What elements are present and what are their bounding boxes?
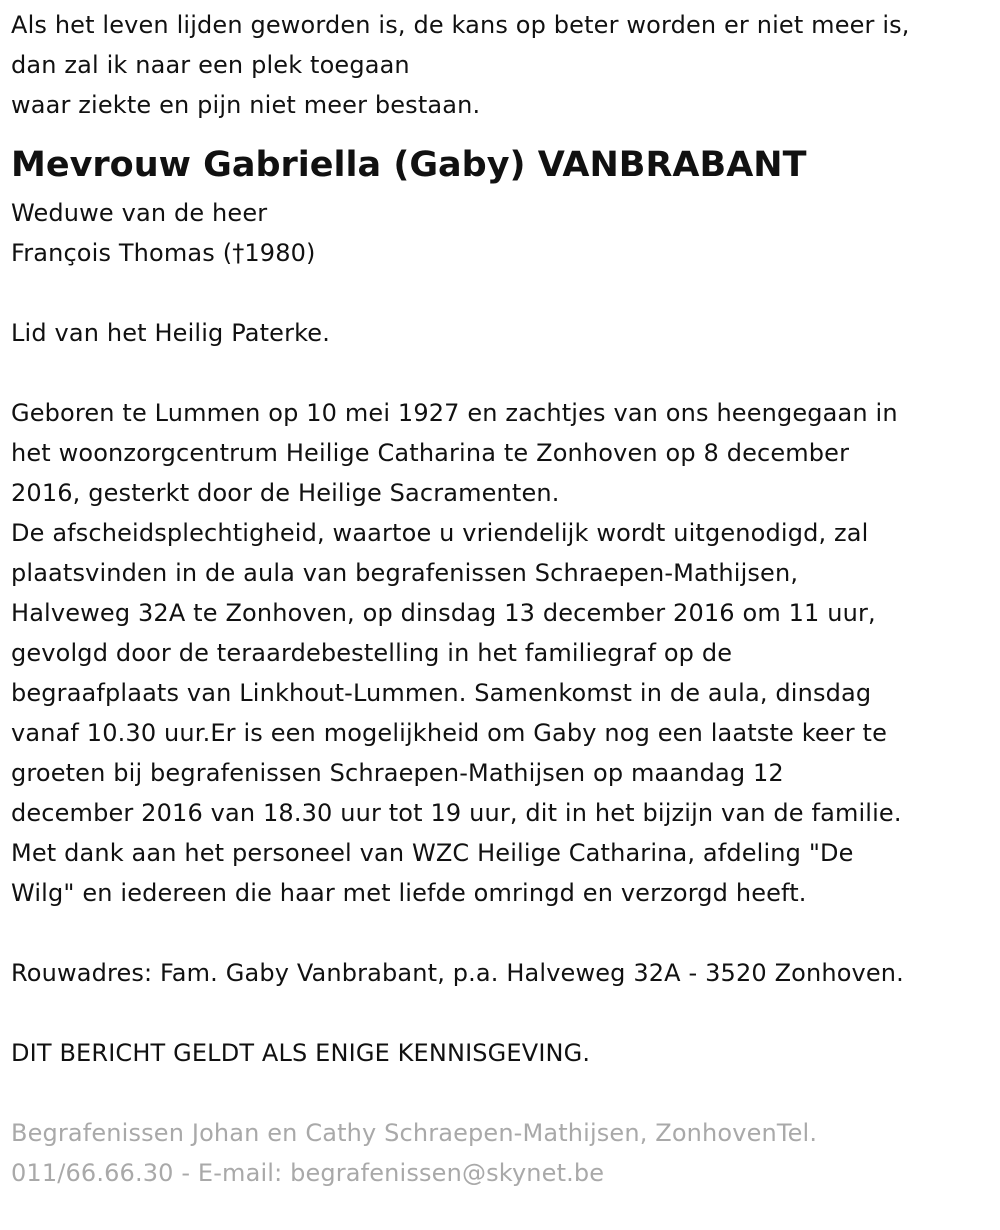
spacer (11, 993, 996, 1033)
poem (11, 5, 996, 125)
obituary-body (11, 393, 996, 913)
deceased-name: Mevrouw Gabriella (Gaby) VANBRABANT (11, 145, 807, 185)
body-line: gevolgd door de teraardebestelling in het familiegraf op de (11, 639, 733, 667)
spouse-info (11, 193, 996, 273)
body-line: begraafplaats van Linkhout-Lummen. Samenkomst in de aula, dinsdag (11, 679, 872, 707)
body-line: 2016, gesterkt door de Heilige Sacramenten. (11, 479, 560, 507)
body-line: groeten bij begrafenissen Schraepen-Mathijsen op maandag 12 (11, 759, 784, 787)
poem-line: Als het leven lijden geworden is, de kans op beter worden er niet meer is, (11, 11, 910, 39)
body-line: Wilg" en iedereen die haar met liefde omringd en verzorgd heeft. (11, 879, 807, 907)
spacer (11, 273, 996, 313)
body-line: het woonzorgcentrum Heilige Catharina te Zonhoven op 8 december (11, 439, 850, 467)
spacer (11, 913, 996, 953)
spouse-line: François Thomas (†1980) (11, 239, 316, 267)
body-line: plaatsvinden in de aula van begrafenissen Schraepen-Mathijsen, (11, 559, 799, 587)
spacer (11, 1073, 996, 1113)
spouse-line: Weduwe van de heer (11, 199, 268, 227)
footer-email-link[interactable]: begrafenissen@skynet.be (290, 1159, 605, 1187)
body-line: Halveweg 32A te Zonhoven, op dinsdag 13 december 2016 om 11 uur, (11, 599, 876, 627)
footer-line: Begrafenissen Johan en Cathy Schraepen-Mathijsen, ZonhovenTel. (11, 1119, 818, 1147)
body-line: vanaf 10.30 uur.Er is een mogelijkheid om Gaby nog een laatste keer te (11, 719, 887, 747)
poem-line: dan zal ik naar een plek toegaan (11, 51, 410, 79)
mourning-address: Rouwadres: Fam. Gaby Vanbrabant, p.a. Halveweg 32A - 3520 Zonhoven. (11, 959, 904, 987)
funeral-home-footer (11, 1113, 996, 1193)
notice-line: DIT BERICHT GELDT ALS ENIGE KENNISGEVING. (11, 1039, 591, 1067)
body-line: Geboren te Lummen op 10 mei 1927 en zachtjes van ons heengegaan in (11, 399, 898, 427)
membership-line: Lid van het Heilig Paterke. (11, 319, 330, 347)
body-line: De afscheidsplechtigheid, waartoe u vriendelijk wordt uitgenodigd, zal (11, 519, 869, 547)
obituary-notice (11, 5, 996, 1193)
footer-phone-text: 011/66.66.30 - E-mail: (11, 1159, 291, 1187)
footer-contact-line (11, 1153, 996, 1193)
poem-line: waar ziekte en pijn niet meer bestaan. (11, 91, 481, 119)
body-line: Met dank aan het personeel van WZC Heilige Catharina, afdeling "De (11, 839, 854, 867)
spacer (11, 353, 996, 393)
body-line: december 2016 van 18.30 uur tot 19 uur, dit in het bijzijn van de familie. (11, 799, 902, 827)
